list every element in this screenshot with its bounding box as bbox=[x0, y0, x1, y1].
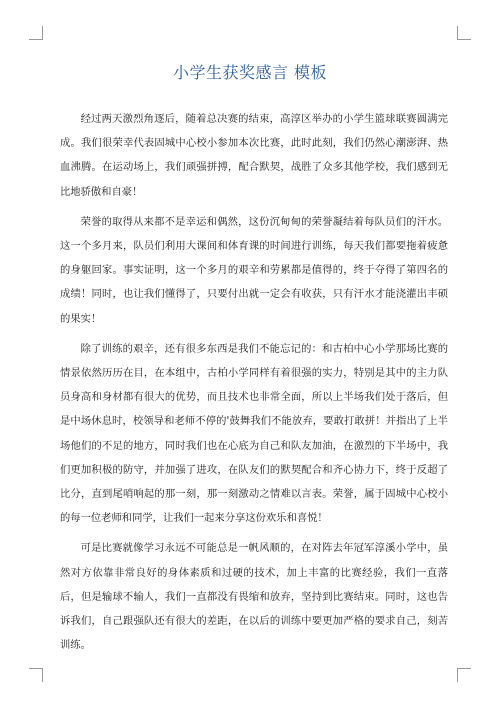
paragraph-1: 经过两天激烈角逐后，随着总决赛的结束，高淳区举办的小学生篮球联赛圆满完成。我们很荣幸代表固城中心校小参加本次比赛，此时此刻，我们仍然心潮澎湃、热血沸腾。在运动场上，我们顽强拼搏，配合默契，战胜了众多其他学校，我们感到无比地骄傲和自豪！ bbox=[60, 113, 448, 198]
crop-mark-top-left bbox=[29, 26, 43, 40]
document-title: 小学生获奖感言 模板 bbox=[172, 63, 328, 82]
crop-mark-bottom-right bbox=[457, 668, 471, 682]
crop-mark-bottom-left bbox=[29, 668, 43, 682]
paragraph-3: 除了训练的艰辛，还有很多东西是我们不能忘记的：和古柏中心小学那场比赛的情景依然历历在目，在本组中，古柏小学同样有着很强的实力，特别是其中的主力队员身高和身材都有很大的优势，而且技术也非常全面，所以上半场我们处于落后，但是中场休息时，校领导和老师不停的'鼓舞我们不能放弃，要敢打敢拼！并指出了上半场他们的不足的地方，同时我们也在心底为自己和队友加油，在激烈的下半场中，我们更加积极的防守，并加强了进攻，在队友们的默契配合和齐心协力下，终于反超了比分，直到尾哨响起的那一刻，那一刻激动之情难以言表。荣誉，属于固城中心校小的每一位老师和同学，让我们一起来分享这份欢乐和喜悦！ bbox=[60, 342, 448, 525]
crop-mark-top-right bbox=[457, 26, 471, 40]
paragraph-2: 荣誉的取得从来都不是幸运和偶然，这份沉甸甸的荣誉凝结着每队员们的汗水。这一个多月来，队员们利用大课间和体育课的时间进行训练，每天我们都要拖着疲惫的身躯回家。事实证明，这一个多月的艰辛和劳累都是值得的，终于夺得了第四名的成绩！同时，也让我们懂得了，只要付出就一定会有收获，只有汗水才能浇灌出丰硕的果实！ bbox=[60, 215, 448, 325]
paragraph-4: 可是比赛就像学习永远不可能总是一帆风顺的，在对阵去年冠军淳溪小学中，虽然对方依靠非常良好的身体素质和过硬的技术，加上丰富的比赛经验，我们一直落后，但是输球不输人，我们一直都没有畏缩和放弃，坚持到比赛结束。同时，这也告诉我们，自己跟强队还有很大的差距，在以后的训练中要更加严格的要求自己，刻苦训练。 bbox=[60, 542, 448, 652]
document-body bbox=[60, 107, 448, 663]
